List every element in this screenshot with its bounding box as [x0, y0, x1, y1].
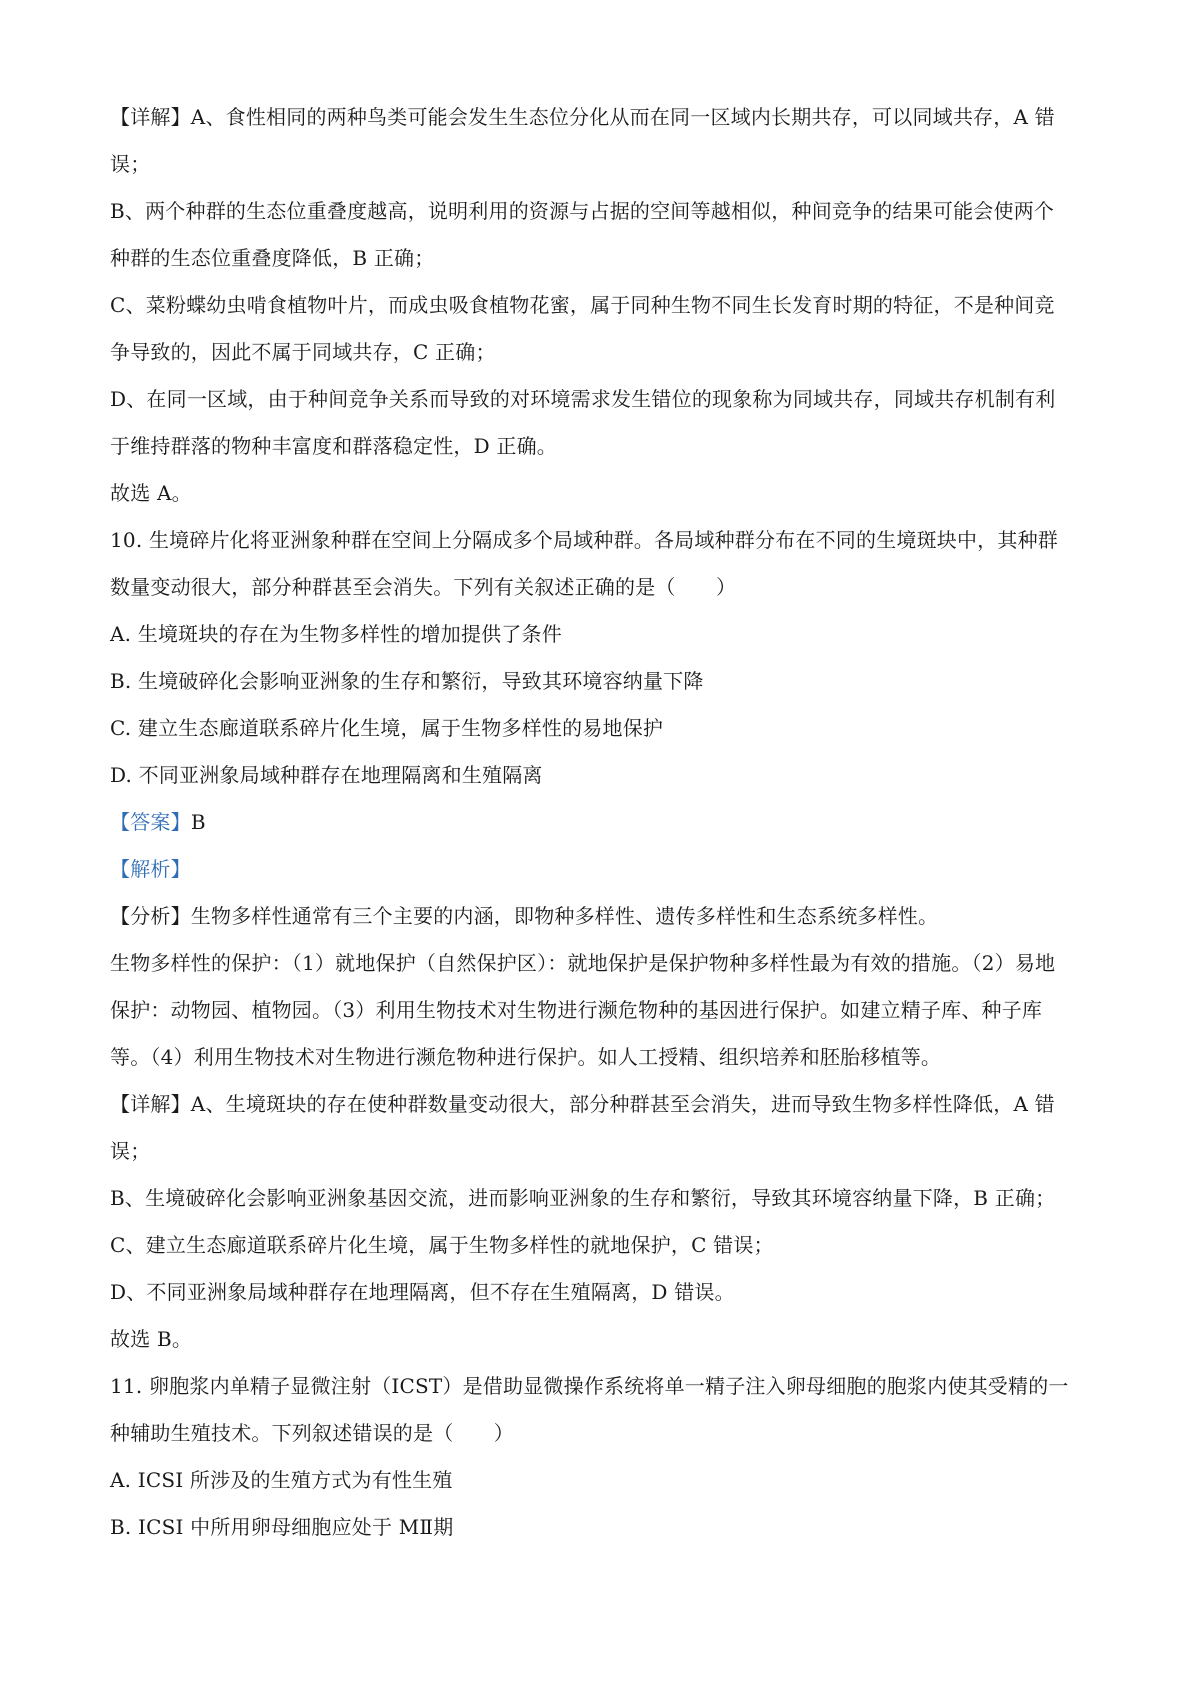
answer-label: 【答案】 [110, 810, 191, 834]
analysis-label: 【解析】 [110, 857, 191, 881]
text-line: 【详解】A、食性相同的两种鸟类可能会发生生态位分化从而在同一区域内长期共存，可以同域共存，A 错 [110, 105, 1055, 129]
text-line: 争导致的，因此不属于同域共存，C 正确； [110, 340, 496, 364]
question-11-stem: 11. 卵胞浆内单精子显微注射（ICST）是借助显微操作系统将单一精子注入卵母细胞的胞浆内使其受精的一 [110, 1374, 1069, 1398]
text-line: D、不同亚洲象局域种群存在地理隔离，但不存在生殖隔离，D 错误。 [110, 1280, 735, 1304]
text-line: 误； [110, 1139, 151, 1163]
text-line: 等。（4）利用生物技术对生物进行濒危物种进行保护。如人工授精、组织培养和胚胎移植等。 [110, 1045, 942, 1069]
text-line: B、两个种群的生态位重叠度越高，说明利用的资源与占据的空间等越相似，种间竞争的结果可能会使两个 [110, 199, 1055, 223]
option-a: A. 生境斑块的存在为生物多样性的增加提供了条件 [110, 622, 562, 646]
text-line: 生物多样性的保护：（1）就地保护（自然保护区）：就地保护是保护物种多样性最为有效的措施。（2）易地 [110, 951, 1056, 975]
text-line: 【分析】生物多样性通常有三个主要的内涵，即物种多样性、遗传多样性和生态系统多样性。 [110, 904, 939, 928]
option-c: C. 建立生态廊道联系碎片化生境，属于生物多样性的易地保护 [110, 716, 664, 740]
text-line: 于维持群落的物种丰富度和群落稳定性，D 正确。 [110, 434, 557, 458]
answer-value: B [190, 810, 206, 834]
text-line: C、菜粉蝶幼虫啃食植物叶片，而成虫吸食植物花蜜，属于同种生物不同生长发育时期的特征，不是种间竞 [110, 293, 1055, 317]
text-line: 【详解】A、生境斑块的存在使种群数量变动很大，部分种群甚至会消失，进而导致生物多样性降低，A 错 [110, 1092, 1055, 1116]
text-line: 种群的生态位重叠度降低，B 正确； [110, 246, 435, 270]
option-b: B. 生境破碎化会影响亚洲象的生存和繁衍，导致其环境容纳量下降 [110, 669, 704, 693]
question-10-stem-cont: 数量变动很大，部分种群甚至会消失。下列有关叙述正确的是（ ） [110, 575, 737, 599]
text-line: 误； [110, 152, 151, 176]
text-line: D、在同一区域，由于种间竞争关系而导致的对环境需求发生错位的现象称为同域共存，同域共存机制有利 [110, 387, 1056, 411]
option-b: B. ICSI 中所用卵母细胞应处于 MⅡ期 [110, 1515, 454, 1539]
answer-line [110, 799, 1104, 846]
text-line: 保护：动物园、植物园。（3）利用生物技术对生物进行濒危物种的基因进行保护。如建立精子库、种子库 [110, 998, 1043, 1022]
question-10-stem: 10. 生境碎片化将亚洲象种群在空间上分隔成多个局域种群。各局域种群分布在不同的生境斑块中，其种群 [110, 528, 1058, 552]
option-d: D. 不同亚洲象局域种群存在地理隔离和生殖隔离 [110, 763, 543, 787]
option-a: A. ICSI 所涉及的生殖方式为有性生殖 [110, 1468, 453, 1492]
text-line: 故选 A。 [110, 481, 192, 505]
text-line: C、建立生态廊道联系碎片化生境，属于生物多样性的就地保护，C 错误； [110, 1233, 774, 1257]
question-11-stem-cont: 种辅助生殖技术。下列叙述错误的是（ ） [110, 1421, 514, 1445]
text-line: 故选 B。 [110, 1327, 193, 1351]
text-line: B、生境破碎化会影响亚洲象基因交流，进而影响亚洲象的生存和繁衍，导致其环境容纳量下降，B 正确； [110, 1186, 1056, 1210]
